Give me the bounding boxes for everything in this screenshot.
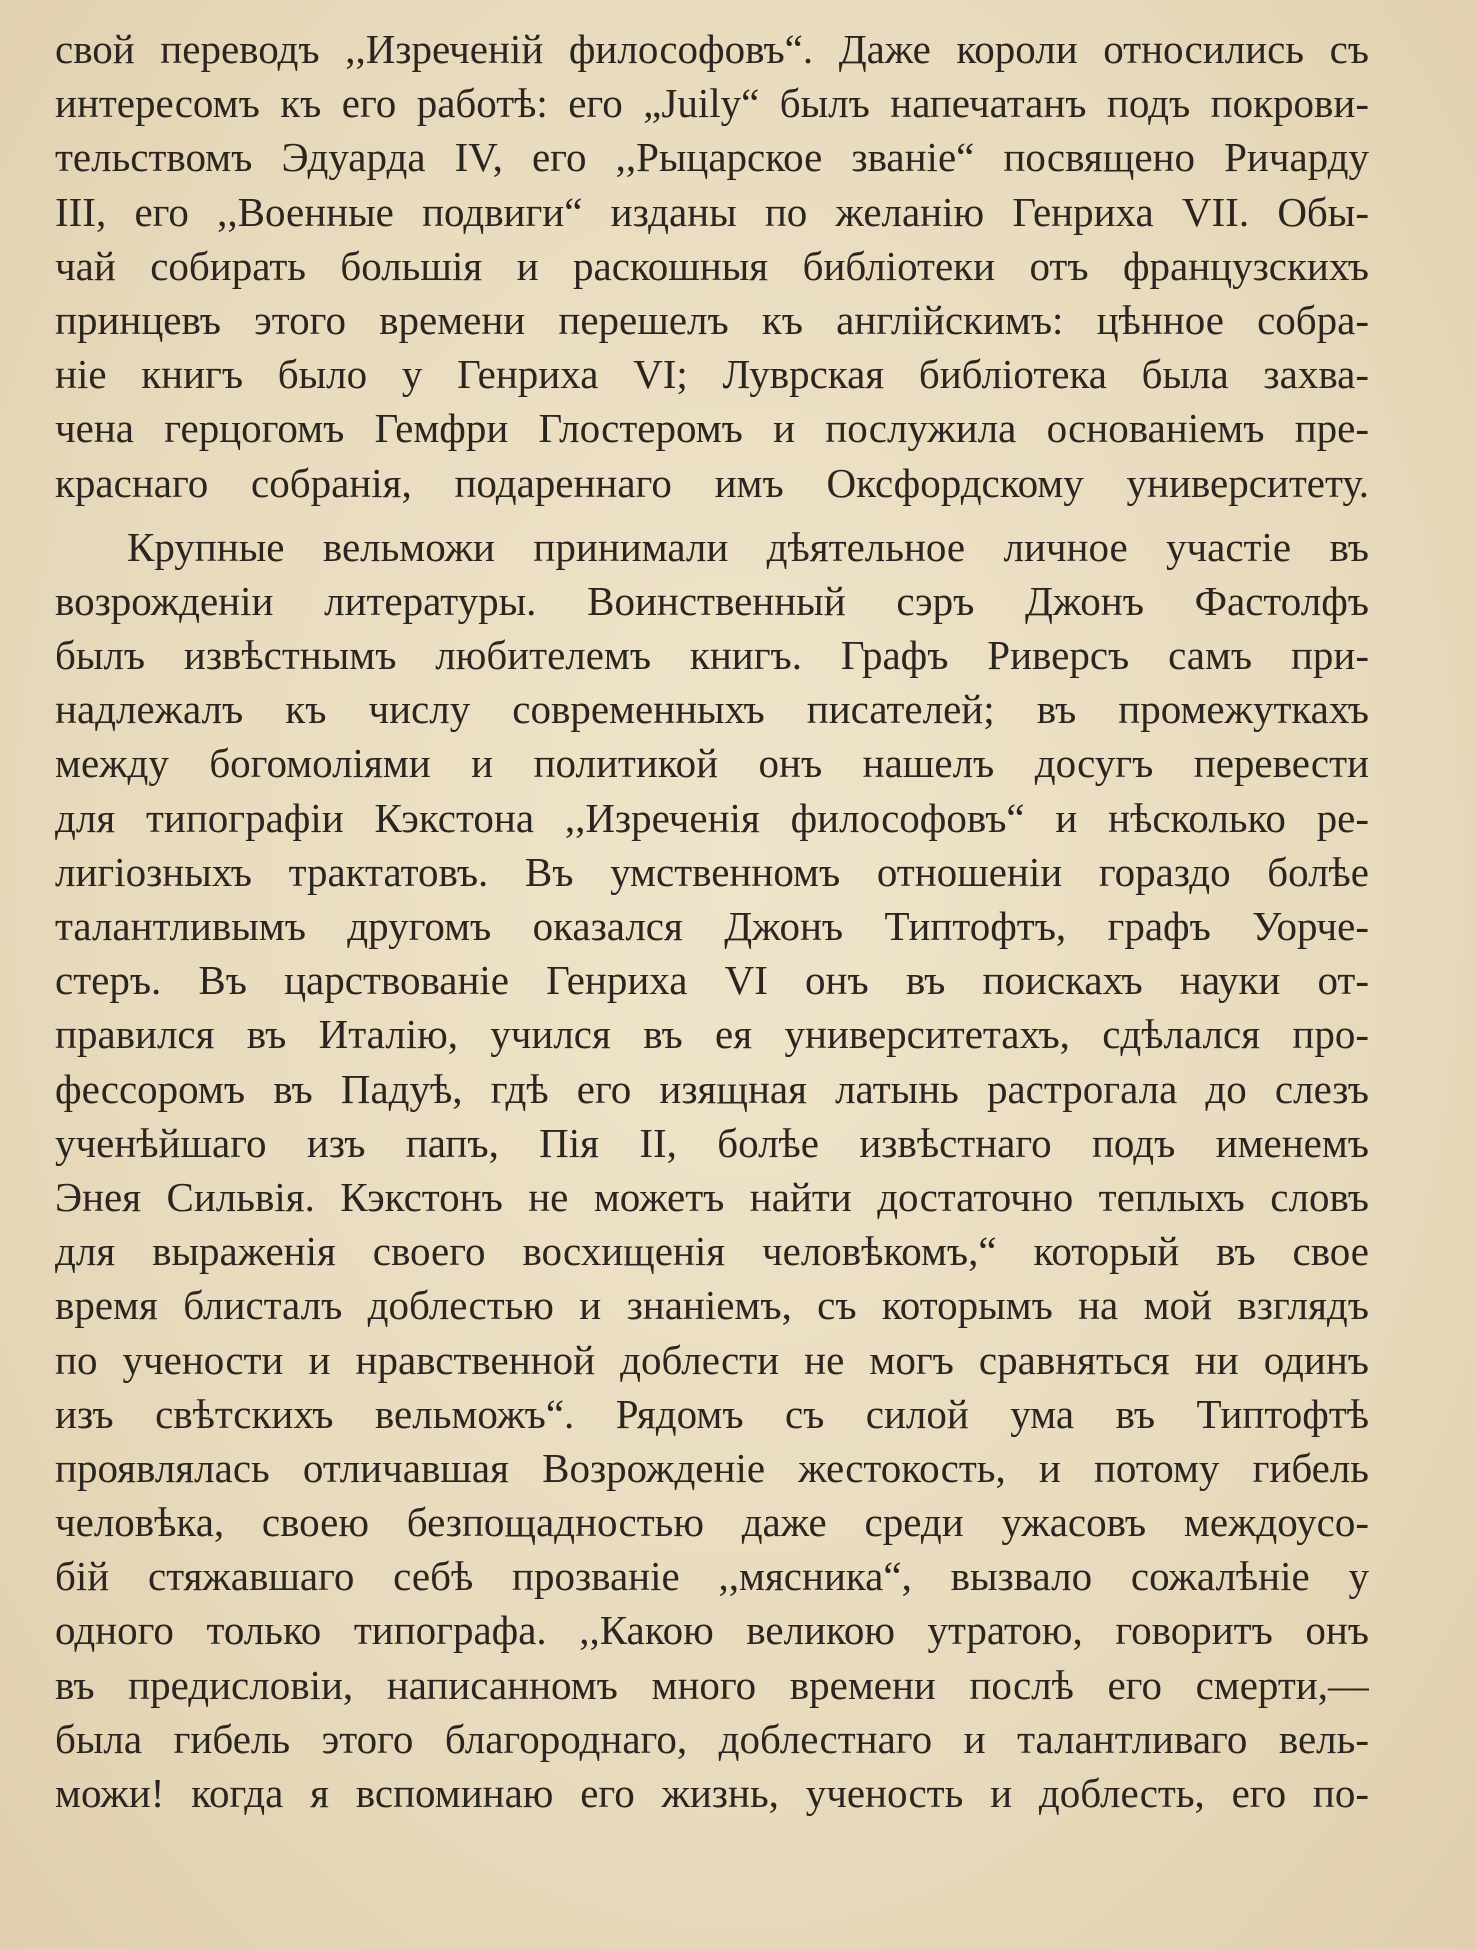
text-line: была гибель этого благороднаго, доблестнаго и талантливаго вель- xyxy=(55,1715,1369,1762)
text-line: ніе книгъ было у Генриха VI; Луврская библіотека была захва- xyxy=(55,351,1369,398)
paragraph-1 xyxy=(55,22,1369,510)
text-line: бій стяжавшаго себѣ прозваніе ,,мясника“, вызвало сожалѣніе у xyxy=(55,1553,1369,1600)
text-line: былъ извѣстнымъ любителемъ книгъ. Графъ Риверсъ самъ при- xyxy=(55,632,1369,679)
text-line: время блисталъ доблестью и знаніемъ, съ которымъ на мой взглядъ xyxy=(55,1282,1369,1329)
text-line: для типографіи Кэкстона ,,Изреченія философовъ“ и нѣсколько ре- xyxy=(55,794,1369,841)
text-line: между богомоліями и политикой онъ нашелъ досугъ перевести xyxy=(55,740,1369,787)
text-line: принцевъ этого времени перешелъ къ англійскимъ: цѣнное собра- xyxy=(55,296,1369,343)
text-line: свой переводъ ,,Изреченій философовъ“. Даже короли относились съ xyxy=(55,26,1369,72)
text-line: въ предисловіи, написанномъ много времени послѣ его смерти,— xyxy=(55,1661,1369,1708)
text-line: Крупные вельможи принимали дѣятельное личное участіе въ xyxy=(127,523,1369,570)
text-line: человѣка, своею безпощадностью даже среди ужасовъ междоусо- xyxy=(55,1499,1369,1546)
text-line: правился въ Италію, учился въ ея университетахъ, сдѣлался про- xyxy=(55,1011,1369,1058)
text-line: ученѣйшаго изъ папъ, Пія II, болѣе извѣстнаго подъ именемъ xyxy=(55,1119,1369,1166)
text-line: можи! когда я вспоминаю его жизнь, ученость и доблесть, его по- xyxy=(55,1770,1369,1816)
text-line: талантливымъ другомъ оказался Джонъ Типтофтъ, графъ Уорче- xyxy=(55,903,1369,949)
text-block xyxy=(55,22,1369,1820)
text-line: фессоромъ въ Падуѣ, гдѣ его изящная латынь растрогала до слезъ xyxy=(55,1065,1369,1112)
text-line: Энея Сильвія. Кэкстонъ не можетъ найти достаточно теплыхъ словъ xyxy=(55,1173,1369,1220)
text-line: краснаго собранія, подареннаго имъ Оксфордскому университету. xyxy=(55,459,1369,506)
text-line: стеръ. Въ царствованіе Генриха VI онъ въ поискахъ науки от- xyxy=(55,957,1369,1004)
paragraph-2 xyxy=(55,520,1369,1821)
text-line: чена герцогомъ Гемфри Глостеромъ и послужила основаніемъ пре- xyxy=(55,405,1369,452)
paragraph-gap xyxy=(55,510,1369,520)
text-line: проявлялась отличавшая Возрожденіе жестокость, и потому гибель xyxy=(55,1444,1369,1491)
text-line: по учености и нравственной доблести не могъ сравняться ни одинъ xyxy=(55,1336,1369,1383)
text-line: чай собирать большія и раскошныя библіотеки отъ французскихъ xyxy=(55,242,1369,289)
text-line: тельствомъ Эдуарда IV, его ,,Рыцарское званіе“ посвящено Ричарду xyxy=(55,134,1369,181)
text-line: возрожденіи литературы. Воинственный сэръ Джонъ Фастолфъ xyxy=(55,577,1369,624)
text-line: лигіозныхъ трактатовъ. Въ умственномъ отношеніи гораздо болѣе xyxy=(55,848,1369,895)
text-line: для выраженія своего восхищенія человѣкомъ,“ который въ свое xyxy=(55,1228,1369,1275)
text-line: интересомъ къ его работѣ: его „Juily“ былъ напечатанъ подъ покрови- xyxy=(55,80,1369,127)
text-line: одного только типографа. ,,Какою великою утратою, говоритъ онъ xyxy=(55,1607,1369,1654)
text-line: изъ свѣтскихъ вельможъ“. Рядомъ съ силой ума въ Типтофтѣ xyxy=(55,1390,1369,1437)
text-line: надлежалъ къ числу современныхъ писателей; въ промежуткахъ xyxy=(55,686,1369,733)
text-line: III, его ,,Военные подвиги“ изданы по желанію Генриха VII. Обы- xyxy=(55,188,1369,235)
